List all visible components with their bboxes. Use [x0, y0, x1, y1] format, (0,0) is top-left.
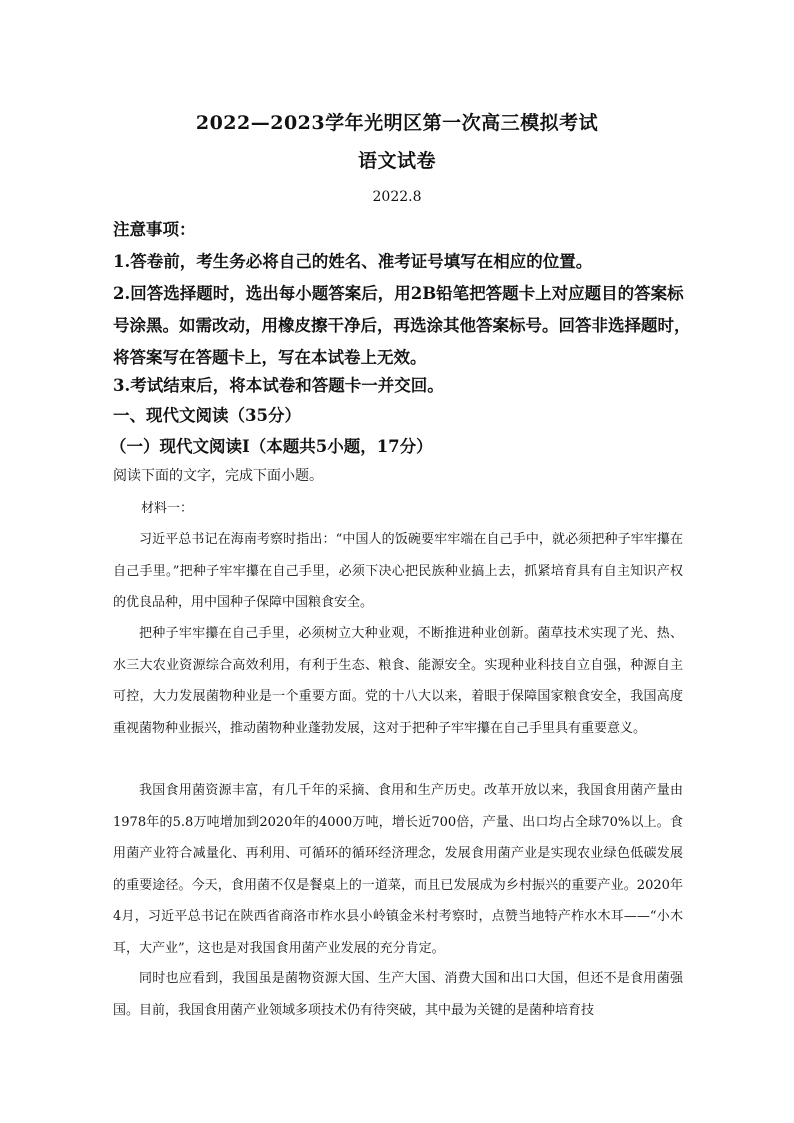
subsection-heading: （一）现代文阅读Ⅰ（本题共5小题，17分） [110, 437, 433, 456]
paragraph-1 [113, 524, 683, 619]
material-label: 材料一： [141, 501, 194, 516]
notice-item-1: 1.答卷前，考生务必将自己的姓名、准考证号填写在相应的位置。 [113, 252, 593, 271]
exam-title: 2022—2023学年光明区第一次高三模拟考试 [195, 112, 599, 134]
notice-heading: 注意事项： [113, 220, 196, 239]
notice-item-3: 3.考试结束后，将本试卷和答题卡一并交回。 [113, 376, 444, 395]
paragraph-text: 把种子牢牢攥在自己手里，必须树立大种业观，不断推进种业创新。菌草技术实现了光、热、水三大农业资源综合高效利用，有利于生态、粮食、能源安全。实现种业科技自立自强，种源自主可控，大力发展菌物种业是一个重要方面。党的十八大以来，着眼于保障国家粮食安全，我国高度重视菌物种业振兴，推动菌物种业蓬勃发展，这对于把种子牢牢攥在自己手里具有重要意义。 [113, 626, 683, 736]
exam-subtitle: 语文试卷 [357, 150, 436, 172]
paragraph-2 [113, 618, 683, 744]
paragraph-text: 同时也应看到，我国虽是菌物资源大国、生产大国、消费大国和出口大国，但还不是食用菌强国。目前，我国食用菌产业领域多项技术仍有待突破，其中最为关键的是菌种培育技 [113, 971, 683, 1018]
exam-date: 2022.8 [372, 189, 422, 205]
paragraph-3 [113, 775, 683, 964]
section-heading: 一、现代文阅读（35分） [113, 406, 301, 425]
paragraph-text: 我国食用菌资源丰富，有几千年的采摘、食用和生产历史。改革开放以来，我国食用菌产量由1978年的5.8万吨增加到2020年的4000万吨，增长近700倍，产量、出口均占全球70%以上。食用菌产业符合减量化、再利用、可循环的循环经济理念，发展食用菌产业是实现农业绿色低碳发展的重要途径。今天，食用菌不仅是餐桌上的一道菜，而且已发展成为乡村振兴的重要产业。2020年4月，习近平总书记在陕西省商洛市柞水县小岭镇金米村考察时，点赞当地特产柞水木耳——“小木耳，大产业”，这也是对我国食用菌产业发展的充分肯定。 [113, 783, 683, 956]
notice-item-2: 2.回答选择题时，选出每小题答案后，用2B铅笔把答题卡上对应题目的答案标号涂黑。如需改动，用橡皮擦干净后，再选涂其他答案标号。回答非选择题时，将答案写在答题卡上，写在本试卷上无效。 [113, 284, 691, 367]
paragraph-4 [113, 963, 683, 1026]
paragraph-text: 习近平总书记在海南考察时指出：“中国人的饭碗要牢牢端在自己手中，就必须把种子牢牢攥在自己手里。”把种子牢牢攥在自己手里，必须下决心把民族种业搞上去，抓紧培育具有自主知识产权的优良品种，用中国种子保障中国粮食安全。 [113, 532, 683, 610]
reading-instruction: 阅读下面的文字，完成下面小题。 [113, 468, 323, 484]
